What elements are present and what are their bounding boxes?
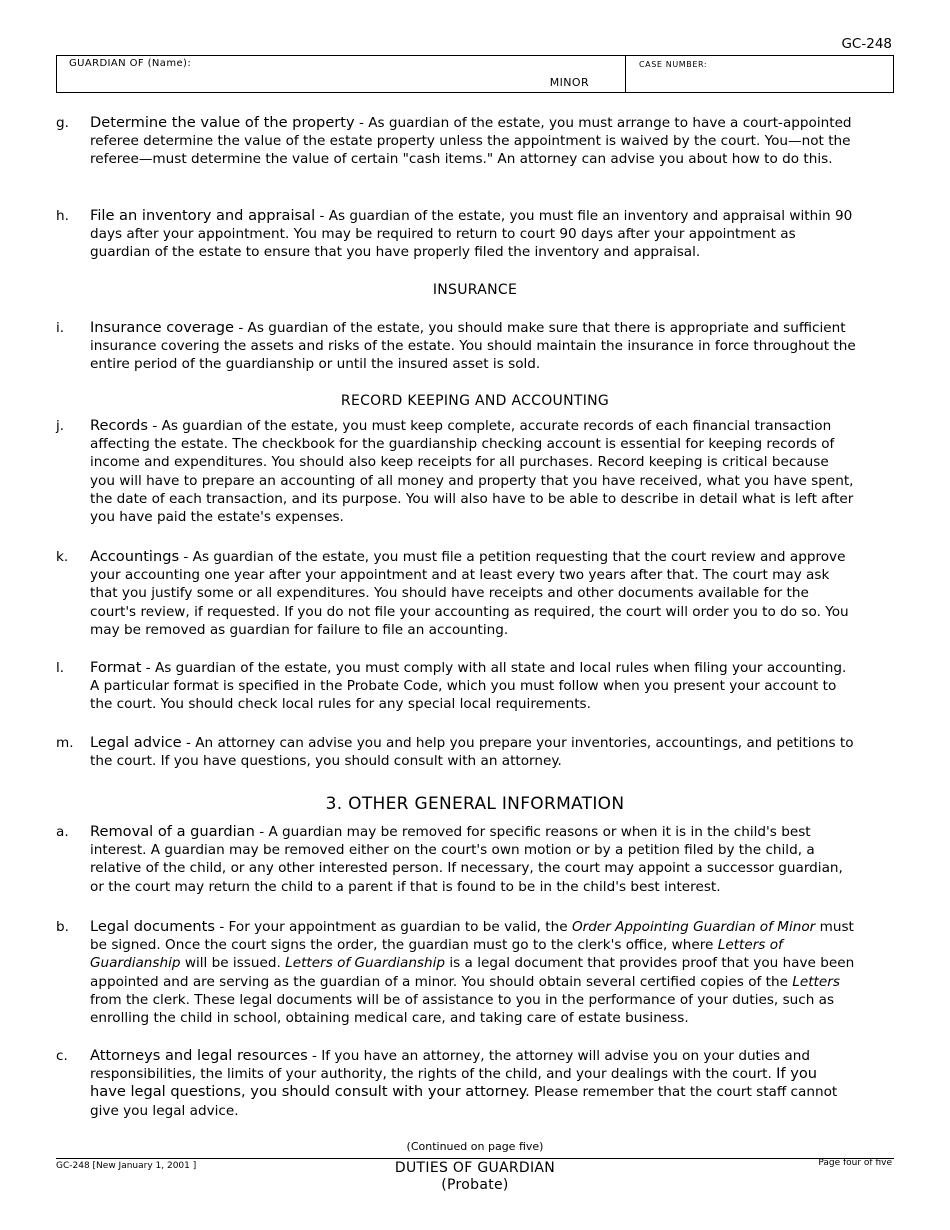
form-number: GC-248 [841, 36, 892, 52]
item-text: - As guardian of the estate, you must comply with all state and local rules when filing your accounting. A particular format is specified in the Probate Code, which you must follow when you present your account to the court. You should check local rules for any special local requirements. [90, 660, 847, 713]
item-heading: Legal documents [90, 918, 215, 935]
item-heading: Accountings [90, 548, 180, 565]
item-text: - An attorney can advise you and help you prepare your inventories, accountings, and petitions to the court. If you have questions, you should consult with an attorney. [90, 735, 854, 770]
form-revision: GC-248 [New January 1, 2001 ] [56, 1161, 197, 1171]
item-heading: Insurance coverage [90, 319, 234, 336]
form-title: DUTIES OF GUARDIAN [394, 1160, 556, 1176]
item-i-insurance-coverage [56, 319, 856, 374]
subhead-insurance: INSURANCE [432, 282, 518, 298]
item-text: - For your appointment as guardian to be valid, the [215, 919, 572, 935]
section-3-heading: 3. OTHER GENERAL INFORMATION [325, 794, 625, 814]
item-text: - A guardian may be removed for specific reasons or when it is in the child's best interest. A guardian may be removed either on the court's own motion or by a petition filed by the child, a relative of the child, or any other interested person. If necessary, the court may appoint a successor guardian, or the court may return the child to a parent if that is found to be in the child's best interest. [90, 824, 843, 895]
item-heading: Records [90, 417, 149, 434]
case-number-label: CASE NUMBER: [639, 60, 708, 69]
item-heading: Removal of a guardian [90, 823, 255, 840]
letters-title: Letters of Guardianship [90, 937, 783, 972]
item-text: - As guardian of the estate, you must file a petition requesting that the court review and approve your accounting one year after your appointment and at least every two years after that. The court may ask that you justify some or all expenditures. You should have receipts and other documents available for the court's review, if requested. If you do not file your accounting as required, the court will order you to do so. You may be removed as guardian for failure to file an accounting. [90, 549, 849, 638]
item-c-attorneys [56, 1047, 856, 1120]
item-text: - As guardian of the estate, you should make sure that there is appropriate and sufficient insurance covering the assets and risks of the estate. You should maintain the insurance in force throughout the entire period of the guardianship or until the insured asset is sold. [90, 320, 856, 373]
page-number: Page four of five [818, 1158, 892, 1168]
item-heading: File an inventory and appraisal [90, 207, 316, 224]
item-text: is a legal document that provides proof that you have been appointed and are serving as the guardian of a minor. You should obtain several certified copies of the [90, 955, 855, 990]
item-m-legal-advice [56, 734, 856, 770]
item-heading: Legal advice [90, 734, 182, 751]
guardian-of-label: GUARDIAN OF (Name): [69, 58, 192, 69]
item-b-legal-documents [56, 918, 856, 1027]
item-letter: b. [56, 919, 69, 935]
item-text: - As guardian of the estate, you must file an inventory and appraisal within 90 days after your appointment. You may be required to return to court 90 days after your appointment as guardian of the estate to ensure that you have properly filed the inventory and appraisal. [90, 208, 853, 261]
item-k-accountings [56, 548, 856, 639]
item-text: - As guardian of the estate, you must keep complete, accurate records of each financial transaction affecting the estate. The checkbook for the guardianship checking account is essential for keeping records of income and expenditures. You should also keep receipts for all purchases. Record keeping is critical because you will have to prepare an accounting of all money and property that you have received, what you have spent, the date of each transaction, and its purpose. You will also have to be able to describe in detail what is left after you have paid the estate's expenses. [90, 418, 854, 526]
footer-title [0, 1160, 950, 1194]
item-l-format [56, 659, 856, 714]
item-letter: m. [56, 735, 74, 751]
item-heading: Determine the value of the property [90, 114, 355, 131]
item-letter: k. [56, 549, 69, 565]
item-text: will be issued. [180, 955, 286, 972]
item-a-removal [56, 823, 856, 896]
item-letter: l. [56, 660, 65, 676]
letters-title: Letters of Guardianship [285, 955, 446, 972]
item-letter: i. [56, 320, 65, 336]
guardian-name-field[interactable] [57, 56, 626, 92]
item-letter: c. [56, 1048, 68, 1064]
item-text: - If you have an attorney, the attorney will advise you on your duties and responsibilities, the limits of your authority, the rights of the child, and your dealings with the court. [90, 1048, 811, 1083]
item-text: Please remember that the court staff cannot give you legal advice. [90, 1084, 838, 1119]
form-subtitle: (Probate) [441, 1177, 509, 1193]
item-heading: Attorneys and legal resources [90, 1047, 308, 1064]
item-j-records [56, 417, 856, 526]
item-text: - As guardian of the estate, you must arrange to have a court-appointed referee determine the value of the estate property unless the appointment is waived by the court. You—not the referee—must determine the value of certain "cash items." An attorney can advise you about how to do this. [90, 115, 852, 168]
letters-short: Letters [792, 973, 840, 990]
item-emphasis: If you have legal questions, you should consult with your attorney. [90, 1065, 818, 1101]
item-letter: j. [56, 418, 65, 434]
item-text: must be signed. Once the court signs the order, the guardian must go to the clerk's office, where [90, 919, 854, 954]
item-h-inventory-appraisal [56, 207, 856, 262]
footer-divider [56, 1158, 894, 1159]
item-heading: Format [90, 659, 142, 676]
item-letter: h. [56, 208, 69, 224]
continued-note: (Continued on page five) [406, 1140, 544, 1153]
item-g-determine-value [56, 114, 856, 169]
caption-box [56, 55, 894, 93]
item-letter: a. [56, 824, 69, 840]
item-text: from the clerk. These legal documents will be of assistance to you in the performance of your duties, such as enrolling the child in school, obtaining medical care, and taking care of estate business. [90, 991, 835, 1027]
subhead-record-keeping: RECORD KEEPING AND ACCOUNTING [340, 393, 610, 409]
item-letter: g. [56, 115, 69, 131]
order-title: Order Appointing Guardian of Minor [571, 919, 816, 935]
minor-label: MINOR [549, 76, 589, 89]
